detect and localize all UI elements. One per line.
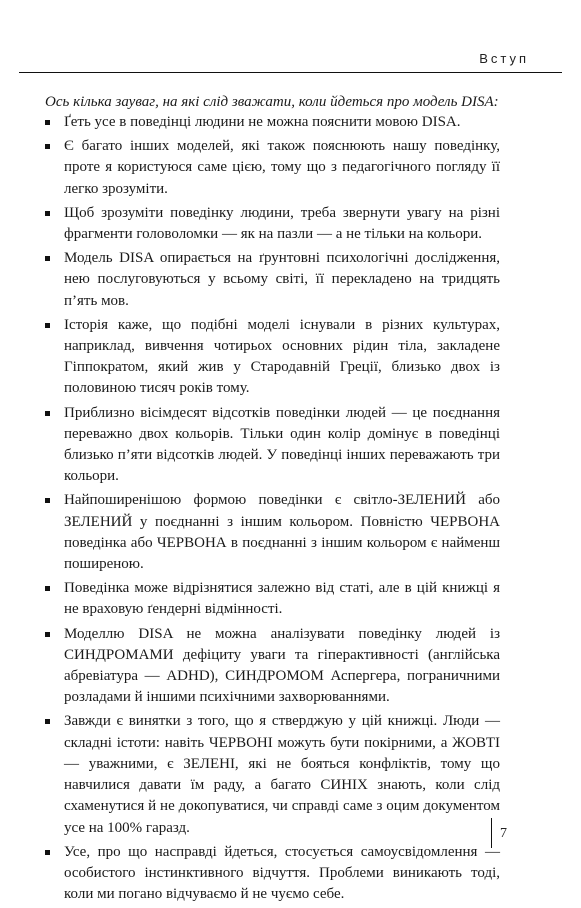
list-item: Усе, про що насправді йдеться, стосується самоусвідомлення — особистого інстинктивного відчуття. Проблеми виникають тоді, коли ми погано відчуваємо й не чуємо себе. [42, 842, 500, 906]
list-item: Найпоширенішою формою поведінки є світло-ЗЕЛЕНИЙ або ЗЕЛЕНИЙ у поєднанні з іншим кольором. Повністю ЧЕРВОНА поведінка або ЧЕРВОНА в поєднанні з іншим кольором є найменш поширеною. [42, 490, 500, 575]
page-number: 7 [500, 826, 507, 841]
list-item: Приблизно вісімдесят відсотків поведінки людей — це поєднання переважно двох кольорів. Тільки один колір домінує в поведінці близько п’яти відсотків людей. У поведінці інших переважають три кольори. [42, 403, 500, 488]
list-item: Є багато інших моделей, які також пояснюють нашу поведінку, проте я користуюся саме цією, тому що з педагогічного погляду її легко зрозуміти. [42, 136, 500, 200]
header-rule [19, 72, 562, 73]
list-item: Модель DISA опирається на ґрунтовні психологічні дослідження, нею послуговуються у всьому світі, її перекладено на тридцять п’ять мов. [42, 248, 500, 312]
intro-text: Ось кілька зауваг, на які слід зважати, коли йдеться про модель DISA: [45, 94, 499, 110]
list-item: Поведінка може відрізнятися залежно від статі, але в цій книжці я не враховую ґендерні відмінності. [42, 578, 500, 620]
list-item: Історія каже, що подібні моделі існували в різних культурах, наприклад, вивчення чотирьох основних рідин тіла, закладене Гіппократом, який жив у Стародавній Греції, близько двох із половиною тисяч років тому. [42, 315, 500, 400]
bullet-list [42, 112, 500, 908]
folio-rule [491, 818, 492, 848]
list-item: Щоб зрозуміти поведінку людини, треба звернути увагу на різні фрагменти головоломки — як на пазли — а не тільки на кольори. [42, 203, 500, 245]
list-item: Ґеть усе в поведінці людини не можна пояснити мовою DISA. [42, 112, 500, 133]
running-head: Вступ [479, 51, 529, 66]
list-item: Завжди є винятки з того, що я стверджую у цій книжці. Люди — складні істоти: навіть ЧЕРВОНІ можуть бути покірними, а ЖОВТІ — уважними, є ЗЕЛЕНІ, які не бояться конфліктів, тому що навчилися давати їм раду, а багато СИНІХ знають, коли слід схаменутися й не докопуватися, чи справді саме з оцим документом усе на 100% гаразд. [42, 711, 500, 838]
list-item: Моделлю DISA не можна аналізувати поведінку людей із СИНДРОМАМИ дефіциту уваги та гіперактивності (англійська абревіатура — ADHD), СИНДРОМОМ Аспергера, пограничними розладами й іншими психічними захворюваннями. [42, 624, 500, 709]
